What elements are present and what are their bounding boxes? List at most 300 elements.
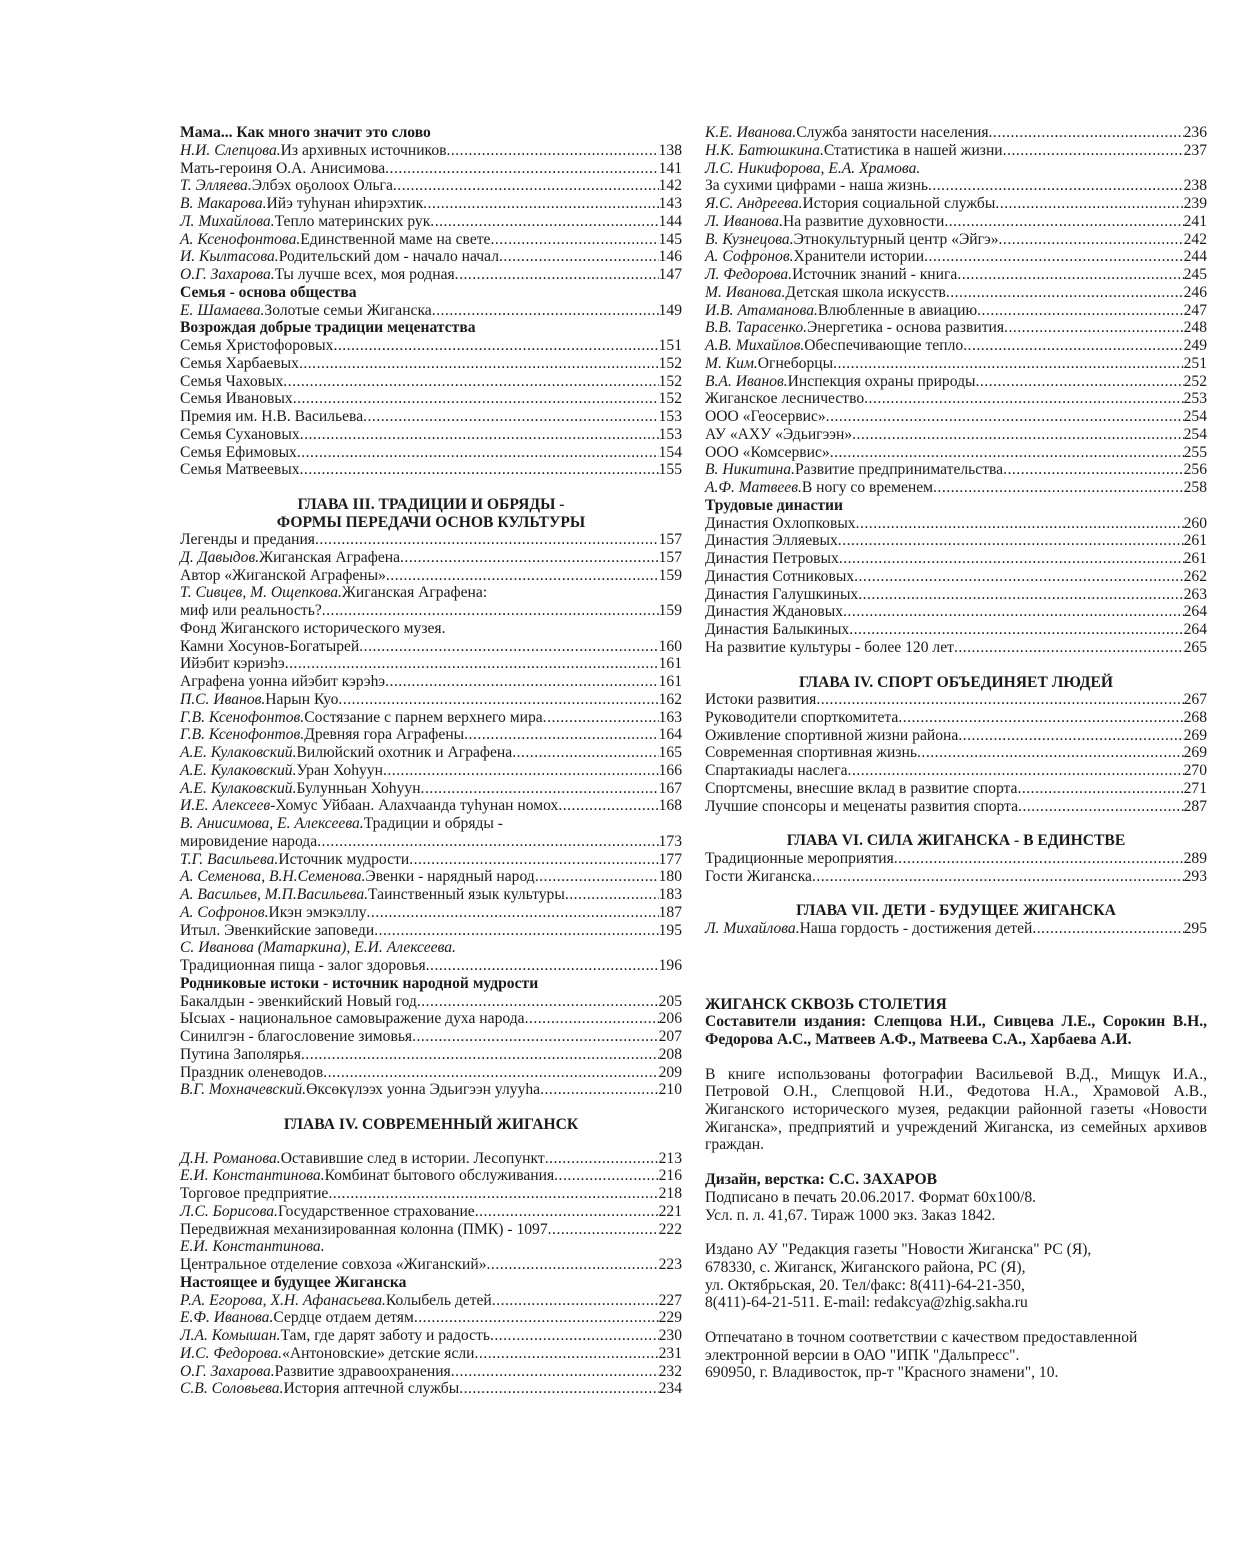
dot-leader — [946, 284, 1184, 302]
entry-title: Ийэ туһунан иһирэхтик — [266, 195, 424, 212]
dot-leader — [499, 248, 659, 266]
entry-title: Влюбленные в авиацию — [817, 301, 978, 319]
entry-page-number: 222 — [658, 1220, 682, 1238]
toc-entry — [705, 444, 1207, 462]
entry-author: Г.В. Ксенофонтов. — [180, 726, 305, 744]
book-title: ЖИГАНСК СКВОЗЬ СТОЛЕТИЯ — [705, 995, 947, 1013]
entry-title: Жиганская Аграфена — [259, 548, 401, 566]
chapter-title-line: ФОРМЫ ПЕРЕДАЧИ ОСНОВ КУЛЬТУРЫ — [276, 513, 586, 531]
entry-author: В. Никитина. — [705, 461, 795, 479]
dot-leader — [385, 160, 658, 178]
entry-title: Энергетика - основа развития — [807, 319, 1005, 337]
entry-page-number: 166 — [658, 761, 682, 779]
toc-entry — [705, 568, 1207, 586]
toc-entry — [180, 426, 682, 444]
entry-page-number: 248 — [1183, 319, 1207, 337]
toc-entry — [180, 1221, 682, 1239]
dot-leader — [393, 177, 659, 195]
dot-leader — [451, 1363, 659, 1381]
toc-entry — [180, 549, 682, 567]
toc-entry — [705, 355, 1207, 373]
entry-page-number: 177 — [658, 850, 682, 868]
dot-leader — [417, 993, 659, 1011]
dot-leader — [839, 550, 1184, 568]
entry-page-number: 167 — [658, 779, 682, 797]
entry-title: Семья Сухановых — [180, 425, 300, 443]
chapter-heading — [705, 674, 1207, 692]
entry-title: Государственное страхование — [277, 1202, 475, 1220]
entry-page-number: 144 — [658, 212, 682, 230]
dot-leader — [864, 390, 1183, 408]
entry-page-number: 147 — [658, 266, 682, 283]
entry-page-number: 208 — [658, 1045, 682, 1063]
entry-page-number: 153 — [658, 408, 682, 425]
toc-entry — [705, 231, 1207, 249]
dot-leader — [363, 408, 658, 426]
dot-leader — [540, 1081, 659, 1099]
entry-title: Династия Петровых — [705, 550, 839, 567]
toc-left-column — [180, 124, 682, 1398]
entry-title: Синилгэн - благословение зимовья — [180, 1028, 413, 1045]
toc-entry-line — [180, 815, 682, 833]
toc-entry — [705, 142, 1207, 160]
toc-right-column — [705, 124, 1207, 1399]
entry-page-number: 241 — [1183, 212, 1207, 230]
entry-title: История социальной службы — [802, 195, 996, 212]
toc-entry — [180, 337, 682, 355]
entry-title: Руководители спорткомитета — [705, 708, 899, 726]
imprint — [705, 996, 1207, 1383]
entry-title: Аграфена уонна ийэбит кэрэһэ — [180, 673, 386, 690]
entry-title: Служба занятости населения — [796, 124, 989, 141]
toc-entry — [180, 213, 682, 231]
entry-author: И.С. Федорова. — [180, 1344, 283, 1362]
dot-leader — [558, 797, 658, 815]
toc-entry — [705, 124, 1207, 142]
toc-entry — [180, 390, 682, 408]
publisher-line: Издано АУ "Редакция газеты "Новости Жиганска" РС (Я), — [705, 1241, 1092, 1259]
dot-leader — [933, 479, 1184, 497]
entry-page-number: 206 — [658, 1010, 682, 1028]
entry-author: М. Ким. — [705, 354, 758, 372]
entry-page-number: 295 — [1183, 919, 1207, 937]
entry-title: Таинственный язык культуры — [368, 886, 565, 903]
toc-entry — [180, 1363, 682, 1381]
entry-title: Династия Элляевых — [705, 532, 838, 550]
entry-title: Уран Хоһуун — [296, 761, 383, 779]
entry-author: В.В. Тарасенко. — [705, 319, 808, 337]
entry-title: Истоки развития — [705, 691, 817, 708]
entry-page-number: 271 — [1183, 779, 1207, 797]
toc-entry — [705, 727, 1207, 745]
entry-author: Т. Сивцев, М. Ощепкова. — [180, 584, 342, 602]
dot-leader — [414, 1309, 659, 1327]
toc-entry — [705, 603, 1207, 621]
entry-title: Династия Сотниковых — [705, 567, 855, 585]
dot-leader — [383, 762, 659, 780]
toc-entry — [180, 655, 682, 673]
section-heading: Возрождая добрые традиции меценатства — [180, 319, 476, 337]
entry-page-number: 161 — [658, 655, 682, 673]
chapter-title-line: ГЛАВА VI. СИЛА ЖИГАНСКА - В ЕДИНСТВЕ — [786, 832, 1126, 850]
entry-page-number: 152 — [658, 372, 682, 390]
section-heading: Настоящее и будущее Жиганска — [180, 1273, 407, 1291]
toc-entry — [705, 284, 1207, 302]
entry-page-number: 146 — [658, 248, 682, 266]
toc-entry — [705, 621, 1207, 639]
toc-entry — [180, 1380, 682, 1398]
entry-title: Булунньан Хоһуун — [296, 779, 421, 797]
dot-leader — [412, 1028, 659, 1046]
entry-title: Эвенки - нарядный народ — [365, 868, 535, 886]
entry-page-number: 258 — [1183, 479, 1207, 496]
entry-author: Л.С. Борисова. — [180, 1202, 278, 1220]
toc-entry — [180, 762, 682, 780]
signed-to-print: Подписано в печать 20.06.2017. Формат 60х100/8. — [705, 1188, 1037, 1206]
entry-title: Семья Ивановых — [180, 390, 293, 408]
entry-title: Өксөкүлээх уонна Эдьигээн улууһа — [306, 1081, 541, 1099]
entry-page-number: 221 — [658, 1202, 682, 1220]
entry-author: Е.Ф. Иванова. — [180, 1309, 274, 1327]
toc-entry-line — [705, 160, 1207, 178]
entry-page-number: 183 — [658, 886, 682, 903]
entry-title: Мать-героиня О.А. Анисимова — [180, 159, 386, 177]
entry-title: В ногу со временем — [801, 479, 934, 496]
dot-leader — [464, 726, 658, 744]
entry-title: Праздник оленеводов — [180, 1063, 324, 1081]
entry-author: А. Семенова, В.Н.Семенова. — [180, 868, 366, 886]
toc-entry — [705, 780, 1207, 798]
entry-page-number: 168 — [658, 797, 682, 815]
toc-entry — [705, 744, 1207, 762]
toc-entry — [180, 1185, 682, 1203]
toc-entry — [705, 920, 1207, 938]
chapter-title-line: ГЛАВА III. ТРАДИЦИИ И ОБРЯДЫ - — [297, 496, 565, 513]
toc-entry — [705, 762, 1207, 780]
entry-author: Е.И. Константинова. — [180, 1238, 325, 1256]
entry-author: А.Е. Кулаковский. — [180, 761, 297, 779]
entry-title: Семья Чаховых — [180, 372, 284, 390]
entry-page-number: 265 — [1183, 638, 1207, 656]
entry-author: Л. Федорова. — [705, 266, 793, 283]
entry-author: Л. Михайлова. — [705, 919, 800, 937]
publisher-line: ул. Октябрьская, 20. Тел/факс: 8(411)-64-21-350, — [705, 1276, 1025, 1294]
toc-entry — [180, 744, 682, 762]
entry-page-number: 256 — [1183, 461, 1207, 479]
entry-page-number: 252 — [1183, 372, 1207, 390]
toc-entry — [705, 213, 1207, 231]
entry-page-number: 287 — [1183, 797, 1207, 815]
entry-page-number: 236 — [1183, 124, 1207, 141]
entry-title: На развитие духовности — [782, 212, 945, 230]
dot-leader — [852, 426, 1184, 444]
entry-title: Жиганская Аграфена: — [341, 584, 488, 602]
chapter-heading — [705, 902, 1207, 920]
toc-entry — [705, 639, 1207, 657]
toc-entry — [180, 797, 682, 815]
entry-title: Фонд Жиганского исторического музея. — [180, 619, 446, 637]
dot-leader — [297, 444, 659, 462]
toc-entry — [705, 798, 1207, 816]
dot-leader — [999, 231, 1184, 249]
dot-leader — [492, 1292, 659, 1310]
dot-leader — [430, 213, 658, 231]
toc-entry — [180, 957, 682, 975]
entry-title: Ысыах - национальное самовыражение духа народа — [180, 1010, 525, 1028]
entry-title: Источник знаний - книга — [792, 266, 958, 283]
entry-author: Д. Давыдов. — [180, 548, 260, 566]
chapter-title-line: ГЛАВА VII. ДЕТИ - БУДУЩЕЕ ЖИГАНСКА — [796, 902, 1116, 920]
entry-page-number: 270 — [1183, 762, 1207, 779]
dot-leader — [833, 355, 1184, 373]
entry-title: Хранители истории — [793, 248, 925, 266]
entry-page-number: 267 — [1183, 691, 1207, 708]
dot-leader — [1032, 920, 1183, 938]
entry-title: Традиции и обряды - — [363, 815, 503, 832]
toc-entry — [180, 355, 682, 373]
entry-title: Гости Жиганска — [705, 867, 812, 885]
dot-leader — [554, 1167, 658, 1185]
entry-page-number: 227 — [658, 1291, 682, 1309]
toc-entry — [705, 550, 1207, 568]
toc-entry — [180, 780, 682, 798]
dot-leader — [475, 1203, 659, 1221]
entry-page-number: 229 — [658, 1309, 682, 1327]
toc-entry — [705, 177, 1207, 195]
toc-entry — [180, 691, 682, 709]
entry-page-number: 242 — [1183, 230, 1207, 248]
dot-leader — [300, 461, 659, 479]
entry-title: ООО «Геосервис» — [705, 408, 826, 425]
entry-title: Премия им. Н.В. Васильева — [180, 408, 364, 425]
entry-title: Семья Матвеевых — [180, 461, 300, 479]
entry-author: Г.В. Ксенофонтов. — [180, 708, 305, 726]
entry-page-number: 154 — [658, 443, 682, 461]
entry-title: Вилюйский охотник и Аграфена — [296, 744, 513, 761]
entry-page-number: 180 — [658, 868, 682, 886]
entry-page-number: 161 — [658, 673, 682, 690]
entry-page-number: 164 — [658, 726, 682, 744]
dot-leader — [1017, 780, 1183, 798]
entry-page-number: 143 — [658, 195, 682, 212]
dot-leader — [543, 709, 659, 727]
toc-entry — [705, 868, 1207, 886]
section-heading: Трудовые династии — [705, 496, 844, 514]
toc-entry — [180, 266, 682, 284]
entry-title: Передвижная механизированная колонна (ПМК) - 1097 — [180, 1220, 548, 1238]
entry-author: В.А. Иванов. — [705, 372, 788, 390]
entry-author: Е. Шамаева. — [180, 301, 265, 319]
entry-author: В.Г. Мохначевский. — [180, 1081, 307, 1099]
entry-page-number: 151 — [658, 337, 682, 354]
dot-leader — [944, 213, 1183, 231]
entry-title: «Антоновские» детские ясли — [282, 1344, 475, 1362]
entry-title: Детская школа искусств — [785, 283, 946, 301]
entry-title: ООО «Комсервис» — [705, 443, 830, 461]
dot-leader — [328, 1185, 658, 1203]
entry-author: О.Г. Захарова. — [180, 266, 275, 283]
entry-title: Древняя гора Аграфены — [304, 726, 465, 744]
entry-title: Колыбель детей — [385, 1291, 492, 1309]
dot-leader — [565, 886, 659, 904]
entry-page-number: 152 — [658, 390, 682, 408]
entry-author: А.Е. Кулаковский. — [180, 779, 297, 797]
entry-title: Династия Балыкиных — [705, 621, 850, 638]
toc-entry — [180, 231, 682, 249]
entry-author: М. Иванова. — [705, 283, 786, 301]
entry-title: Жиганское лесничество — [705, 390, 865, 408]
dot-leader — [958, 727, 1183, 745]
entry-page-number: 187 — [658, 903, 682, 921]
dot-leader — [826, 408, 1184, 426]
entry-author: И.В. Атаманова. — [705, 301, 818, 319]
toc-entry — [705, 532, 1207, 550]
entry-title: История аптечной службы — [283, 1380, 460, 1398]
entry-page-number: 162 — [658, 690, 682, 708]
entry-page-number: 138 — [658, 141, 682, 159]
entry-author: Н.К. Батюшкина. — [705, 141, 824, 159]
entry-author: Я.С. Андреева. — [705, 195, 803, 212]
entry-title: Современная спортивная жизнь — [705, 744, 918, 762]
entry-page-number: 253 — [1183, 390, 1207, 408]
entry-title: Сердце отдаем детям — [273, 1309, 414, 1327]
entry-title: Путина Заполярья — [180, 1045, 301, 1063]
entry-page-number: 145 — [658, 230, 682, 248]
entry-title: Единственной маме на свете — [300, 230, 491, 248]
entry-page-number: 159 — [658, 602, 682, 619]
toc-entry — [180, 993, 682, 1011]
toc-entry — [705, 709, 1207, 727]
toc-entry — [180, 1203, 682, 1221]
entry-page-number: 262 — [1183, 567, 1207, 585]
entry-page-number: 264 — [1183, 621, 1207, 638]
toc-entry — [705, 195, 1207, 213]
entry-title: Спартакиады наслега — [705, 762, 848, 779]
entry-author: И.Е. Алексеев — [180, 797, 271, 815]
toc-entry — [705, 266, 1207, 284]
dot-leader — [317, 833, 658, 851]
entry-page-number: 264 — [1183, 603, 1207, 621]
dot-leader — [386, 567, 659, 585]
photo-credits: В книге использованы фотографии Васильевой В.Д., Мищук И.А., Петровой О.Н., Слепцовой Н.И., Федотова Н.А., Храмовой А.В., Жиганского исторического музея, редакции районной газеты «Новости Жиганска», предприятий и учреждений Жиганска, из семейных архивов граждан. — [705, 1065, 1207, 1154]
dot-leader — [843, 603, 1184, 621]
entry-title: Комбинат бытового обслуживания — [324, 1167, 555, 1185]
publisher-line: 8(411)-64-21-511. E-mail: redakcya@zhig.sakha.ru — [705, 1294, 1028, 1312]
entry-page-number: 268 — [1183, 708, 1207, 726]
design-credit: Дизайн, верстка: С.С. ЗАХАРОВ — [705, 1171, 937, 1189]
toc-entry — [180, 1046, 682, 1064]
entry-page-number: 232 — [658, 1362, 682, 1380]
entry-page-number: 155 — [658, 461, 682, 479]
toc-entry — [180, 886, 682, 904]
entry-title: Традиционные мероприятия — [705, 849, 894, 867]
dot-leader — [426, 957, 659, 975]
toc-entry-line — [180, 939, 682, 957]
entry-title: Династия Охлопковых — [705, 514, 856, 532]
toc-entry — [180, 195, 682, 213]
toc-entry — [180, 638, 682, 656]
chapter-title-line: ГЛАВА IV. СПОРТ ОБЪЕДИНЯЕТ ЛЮДЕЙ — [798, 673, 1114, 691]
entry-title: Династия Ждановых — [705, 603, 844, 621]
entry-author: С.В. Соловьева. — [180, 1380, 284, 1398]
entry-title: Развитие предпринимательства — [794, 461, 1004, 479]
dot-leader — [385, 673, 659, 691]
dot-leader — [400, 549, 659, 567]
dot-leader — [487, 1256, 659, 1274]
dot-leader — [848, 762, 1184, 780]
entry-title: Источник мудрости — [278, 850, 410, 868]
entry-title: Бакалдын - эвенкийский Новый год — [180, 992, 417, 1010]
printer-line: электронной версии в ОАО "ИПК "Дальпресс". — [705, 1346, 1020, 1364]
entry-page-number: 244 — [1183, 248, 1207, 266]
dot-leader — [293, 390, 659, 408]
entry-title: Камни Хосунов-Богатырей — [180, 637, 360, 655]
entry-page-number: 153 — [658, 425, 682, 443]
dot-leader — [838, 532, 1184, 550]
entry-page-number: 196 — [658, 957, 682, 974]
entry-page-number: 195 — [658, 921, 682, 939]
dot-leader — [409, 851, 658, 869]
dot-leader — [421, 780, 659, 798]
entry-page-number: 165 — [658, 744, 682, 761]
dot-leader — [995, 195, 1183, 213]
chapter-heading — [180, 1116, 682, 1134]
toc-entry — [705, 461, 1207, 479]
toc-entry — [180, 177, 682, 195]
dot-leader — [446, 142, 658, 160]
dot-leader — [283, 373, 658, 391]
dot-leader — [898, 709, 1183, 727]
toc-entry — [180, 922, 682, 940]
dot-leader — [976, 373, 1184, 391]
dot-leader — [1018, 798, 1184, 816]
entry-title: АУ «АХУ «Эдьигээн» — [705, 425, 853, 443]
dot-leader — [322, 602, 659, 620]
dot-leader — [490, 231, 658, 249]
entry-author: А.В. Михайлов. — [705, 337, 805, 354]
entry-page-number: 239 — [1183, 195, 1207, 212]
printer-line: 690950, г. Владивосток, пр-т "Красного знамени", 10. — [705, 1364, 1059, 1382]
entry-page-number: 142 — [658, 177, 682, 195]
dot-leader — [338, 691, 658, 709]
dot-leader — [545, 1150, 659, 1168]
toc-entry — [180, 851, 682, 869]
toc-entry — [180, 1010, 682, 1028]
dot-leader — [432, 302, 659, 320]
entry-page-number: 255 — [1183, 443, 1207, 461]
entry-author: С. Иванова (Матаркина), Е.И. Алексеева. — [180, 939, 456, 957]
print-run: Усл. п. л. 41,67. Тираж 1000 экз. Заказ 1842. — [705, 1206, 996, 1224]
entry-page-number: 157 — [658, 531, 682, 548]
entry-page-number: 205 — [658, 992, 682, 1010]
toc-entry — [705, 373, 1207, 391]
toc-entry — [180, 373, 682, 391]
toc-entry — [705, 390, 1207, 408]
dot-leader — [830, 444, 1184, 462]
entry-title: мировидение народа — [180, 832, 318, 850]
toc-entry — [705, 319, 1207, 337]
toc-entry — [180, 833, 682, 851]
toc-entry — [705, 337, 1207, 355]
dot-leader — [856, 515, 1184, 533]
entry-author: А. Софронов. — [705, 248, 794, 266]
toc-entry — [180, 1345, 682, 1363]
entry-title: Золотые семьи Жиганска — [264, 301, 432, 319]
toc-entry — [180, 1028, 682, 1046]
dot-leader — [475, 1345, 659, 1363]
entry-page-number: 237 — [1183, 141, 1207, 159]
entry-page-number: 269 — [1183, 726, 1207, 744]
